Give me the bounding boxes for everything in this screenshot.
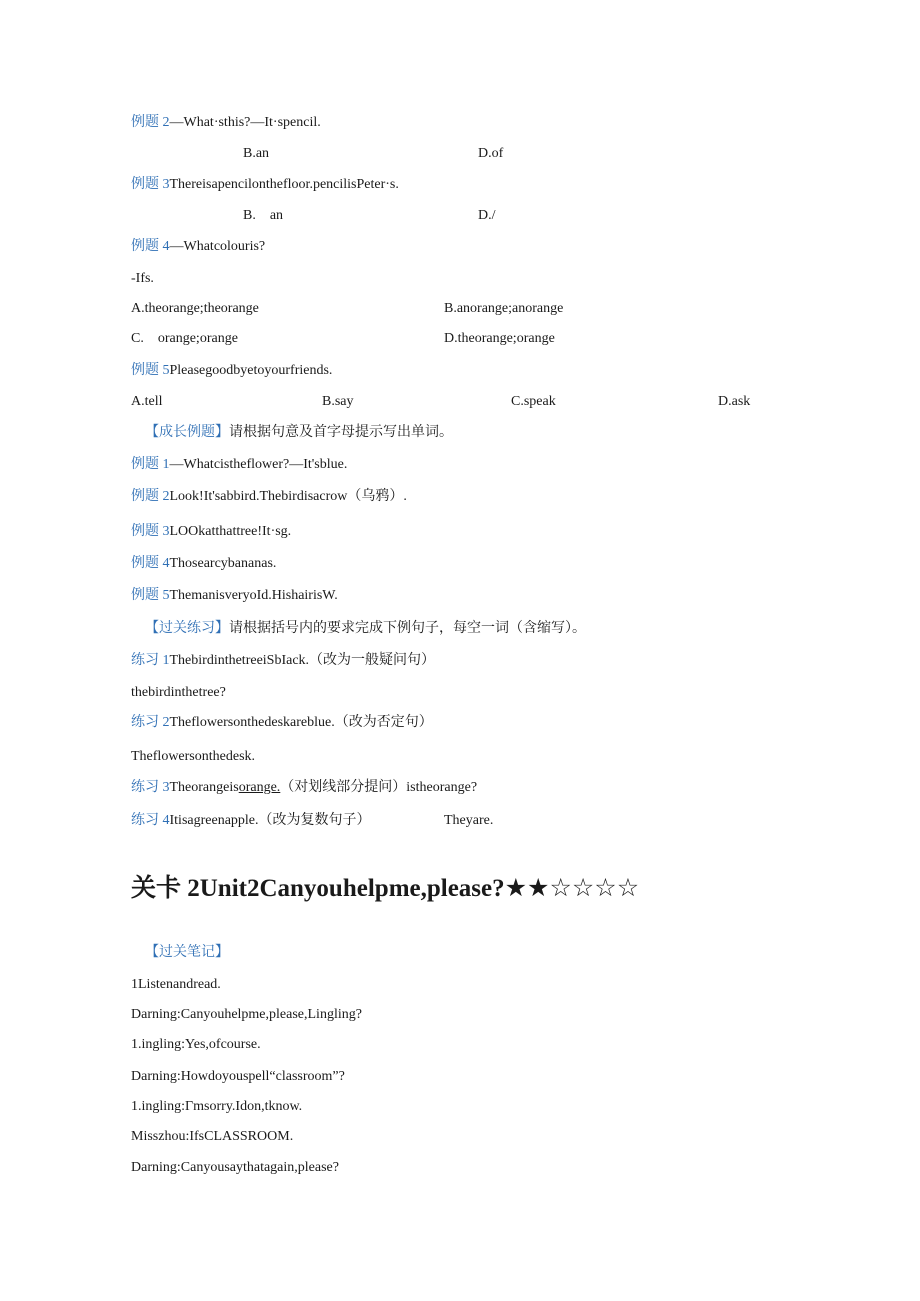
notes-line: Darning:Canyouhelpme,please,Lingling?	[131, 1007, 362, 1022]
practice-text: ThebirdinthetreeiSbIack.（改为一般疑问句）	[169, 653, 436, 668]
section-heading: 【成长例题】	[145, 425, 229, 440]
practice-label: 练习 3	[131, 780, 170, 795]
growth-heading-line	[145, 424, 453, 442]
example-text: LOOkatthattree!It·sg.	[169, 524, 292, 539]
option-b: B.say	[322, 394, 354, 409]
option-c: C.speak	[511, 394, 556, 409]
practice-label: 练习 4	[131, 813, 170, 828]
level-title: 关卡 2Unit2Canyouhelpme,please?	[131, 875, 505, 902]
practice-4	[131, 812, 371, 830]
practice-2	[131, 714, 433, 732]
example-2	[131, 114, 321, 132]
option-b: B.an	[243, 146, 270, 161]
option-c: C. orange;orange	[131, 331, 238, 346]
example-3	[131, 176, 399, 194]
growth-item-5	[131, 587, 338, 605]
section-heading: 【过关笔记】	[145, 945, 229, 960]
option-d: D.of	[478, 146, 504, 161]
practice-label: 练习 2	[131, 715, 170, 730]
example-text: ThemanisveryoId.HishairisW.	[169, 588, 338, 603]
example-5	[131, 362, 332, 380]
example-text: Pleasegoodbyetoyourfriends.	[169, 363, 333, 378]
growth-item-1	[131, 456, 347, 474]
practice-1	[131, 652, 435, 670]
example-text: Thereisapencilonthefloor.pencilisPeter·s.	[169, 177, 399, 192]
practice-2-answer: Theflowersonthedesk.	[131, 749, 256, 764]
option-b: B. an	[243, 208, 284, 223]
practice-text-pre: Theorangeis	[169, 780, 239, 795]
practice-text: Theflowersonthedeskareblue.（改为否定句）	[169, 715, 433, 730]
growth-item-4	[131, 555, 276, 573]
example-text: —Whatcolouris?	[169, 239, 266, 254]
example-label: 例题 5	[131, 363, 170, 378]
option-d: D./	[478, 208, 496, 223]
growth-item-2	[131, 488, 407, 506]
practice-4-answer: Theyare.	[444, 813, 494, 828]
notes-line: Darning:Canyousaythatagain,please?	[131, 1160, 339, 1175]
practice-3	[131, 779, 477, 797]
section-instruction: 请根据句意及首字母提示写出单词。	[229, 425, 453, 440]
example-text: —What·sthis?—It·spencil.	[169, 115, 321, 130]
option-d: D.ask	[718, 394, 751, 409]
practice-label: 练习 1	[131, 653, 170, 668]
example-label: 例题 3	[131, 524, 170, 539]
example-label: 例题 2	[131, 489, 170, 504]
underlined-word: orange.	[238, 780, 281, 795]
notes-line: Darning:Howdoyouspell“classroom”?	[131, 1069, 345, 1084]
example-4-line2: -Ifs.	[131, 271, 154, 286]
example-4	[131, 238, 265, 256]
notes-line: 1.ingling:Yes,ofcourse.	[131, 1037, 261, 1052]
notes-line: Misszhou:IfsCLASSROOM.	[131, 1129, 294, 1144]
level-2-heading	[131, 872, 639, 906]
example-text: —Whatcistheflower?—It'sblue.	[169, 457, 348, 472]
option-b: B.anorange;anorange	[444, 301, 564, 316]
notes-line: 1.ingling:Γmsorry.Idon,tknow.	[131, 1099, 303, 1114]
practice-text: Itisagreenapple.（改为复数句子）	[169, 813, 371, 828]
example-label: 例题 5	[131, 588, 170, 603]
example-label: 例题 1	[131, 457, 170, 472]
growth-item-3	[131, 523, 291, 541]
practice-1-answer: thebirdinthetree?	[131, 685, 226, 700]
notes-heading	[145, 944, 229, 962]
practice-heading-line	[145, 620, 586, 638]
section-heading: 【过关练习】	[145, 621, 229, 636]
option-a: A.tell	[131, 394, 163, 409]
notes-line: 1Listenandread.	[131, 977, 221, 992]
example-label: 例题 3	[131, 177, 170, 192]
star-rating: ★★☆☆☆☆	[504, 875, 640, 902]
option-d: D.theorange;orange	[444, 331, 555, 346]
example-label: 例题 2	[131, 115, 170, 130]
example-text: Look!It'sabbird.Thebirdisacrow（乌鸦）.	[169, 489, 407, 504]
example-text: Thosearcybananas.	[169, 556, 277, 571]
example-label: 例题 4	[131, 556, 170, 571]
section-instruction: 请根据括号内的要求完成下例句子，每空一词（含缩写）。	[229, 621, 586, 636]
practice-text-post: （对划线部分提问）istheorange?	[280, 780, 478, 795]
option-a: A.theorange;theorange	[131, 301, 259, 316]
example-label: 例题 4	[131, 239, 170, 254]
